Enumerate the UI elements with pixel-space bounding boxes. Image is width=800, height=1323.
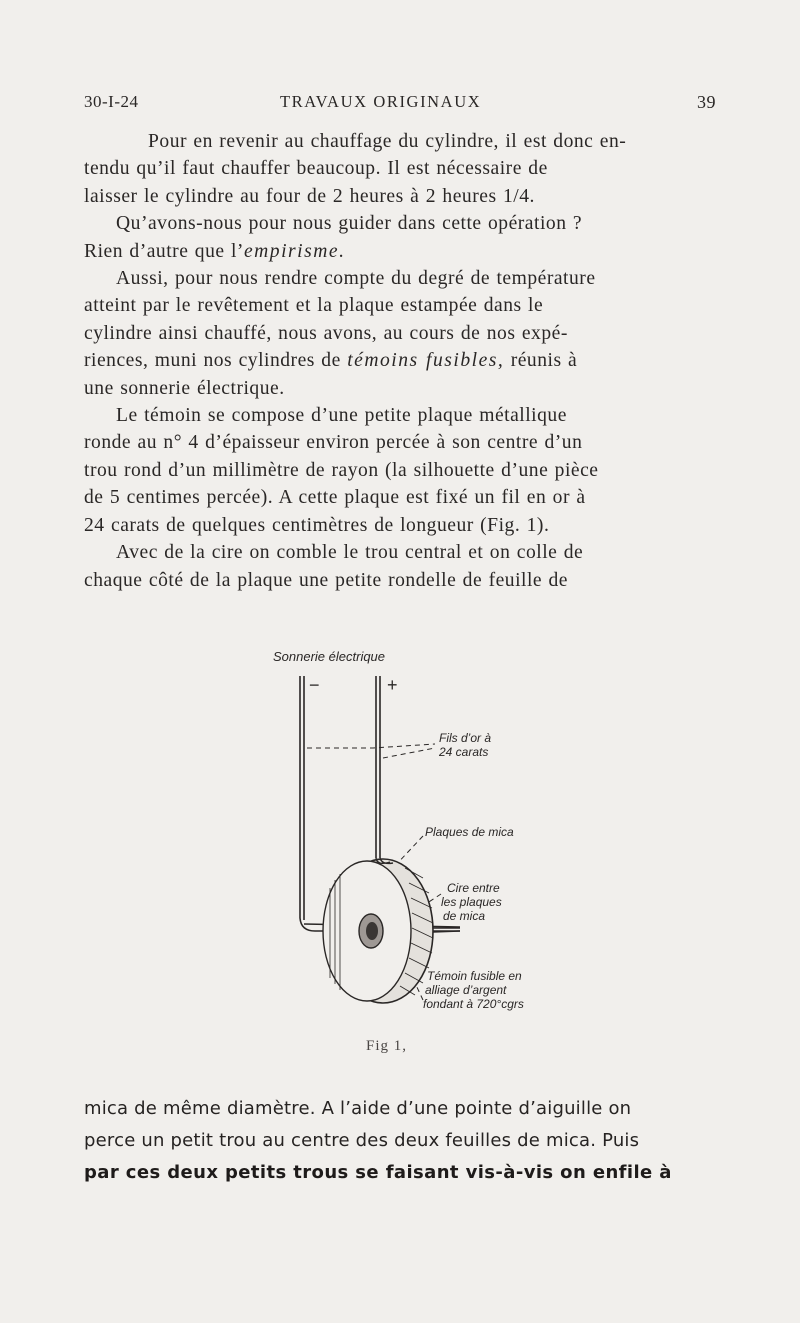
- text-line: chaque côté de la plaque une petite rondelle de feuille de: [84, 569, 569, 591]
- text-line: tendu qu’il faut chauffer beaucoup. Il est nécessaire de: [84, 158, 548, 180]
- minus-wire: [300, 676, 304, 920]
- paragraph-4: [84, 402, 716, 539]
- text-line: ronde au n° 4 d’épaisseur environ percée à son centre d’un: [84, 432, 583, 454]
- paragraph-1: [84, 128, 716, 210]
- page-number: 39: [697, 92, 716, 112]
- emphasis-text: empirisme.: [243, 240, 346, 262]
- running-head: [84, 92, 716, 118]
- center-wax: [366, 922, 378, 940]
- text-line: trou rond d’un millimètre de rayon (la silhouette d’une pièce: [84, 459, 599, 481]
- label-witness-line1: Témoin fusible en: [427, 969, 522, 983]
- leader-wires-b: [383, 748, 435, 758]
- body-text: [84, 128, 716, 594]
- text-line: mica de même diamètre. A l’aide d’une pointe d’aiguille on: [84, 1098, 632, 1119]
- bottom-text: [84, 1093, 716, 1189]
- paragraph-5: [84, 539, 716, 594]
- plus-wire: [376, 676, 380, 858]
- text-line: 24 carats de quelques centimètres de longueur (Fig. 1).: [84, 514, 550, 536]
- text-line: par ces deux petits trous se faisant vis-à-vis on enfile à: [84, 1162, 672, 1183]
- figure-1: [255, 648, 565, 1058]
- paragraph-3: [84, 265, 716, 402]
- label-wax-line2: les plaques: [441, 895, 502, 909]
- text-line: Aussi, pour nous rendre compte du degré de température: [116, 268, 596, 290]
- text-line: laisser le cylindre au four de 2 heures à 2 heures 1/4.: [84, 185, 535, 207]
- text-line: Pour en revenir au chauffage du cylindre, il est donc en-: [148, 131, 627, 152]
- text-line: Le témoin se compose d’une petite plaque métallique: [116, 405, 567, 427]
- text-line: de 5 centimes percée). A cette plaque est fixé un fil en or à: [84, 487, 586, 509]
- text-line: Avec de la cire on comble le trou central et on colle de: [116, 542, 584, 564]
- text-line: cylindre ainsi chauffé, nous avons, au cours de nos expé-: [84, 322, 568, 344]
- text-line: une sonnerie électrique.: [84, 377, 285, 399]
- figure-caption: Fig 1,: [366, 1038, 408, 1054]
- label-witness-line2: alliage d’argent: [425, 983, 507, 997]
- through-wire: [433, 928, 460, 932]
- text-line: riences, muni nos cylindres de: [84, 350, 348, 372]
- text-line: Rien d’autre que l’: [84, 240, 244, 262]
- running-head-title: TRAVAUX ORIGINAUX: [280, 92, 482, 111]
- text-line: perce un petit trou au centre des deux feuilles de mica. Puis: [84, 1130, 640, 1151]
- text-line: Qu’avons-nous pour nous guider dans cette opération ?: [116, 213, 583, 235]
- label-wax-line3: de mica: [443, 909, 486, 923]
- label-wires-line1: Fils d’or à: [439, 731, 492, 745]
- figure-title: Sonnerie électrique: [273, 649, 386, 664]
- leader-wires-a: [307, 744, 435, 748]
- label-witness-line3: fondant à 720°cgrs: [423, 997, 524, 1011]
- running-head-date: 30-I-24: [84, 92, 139, 111]
- minus-label: −: [309, 675, 320, 695]
- emphasis-text: témoins fusibles,: [347, 350, 505, 372]
- label-wires-line2: 24 carats: [439, 745, 489, 759]
- plus-label: +: [387, 675, 398, 695]
- label-mica: Plaques de mica: [425, 825, 514, 839]
- label-wax-line1: Cire entre: [447, 881, 500, 895]
- text-line: réunis à: [504, 350, 578, 372]
- paragraph-2: [84, 210, 716, 265]
- text-line: atteint par le revêtement et la plaque estampée dans le: [84, 295, 544, 317]
